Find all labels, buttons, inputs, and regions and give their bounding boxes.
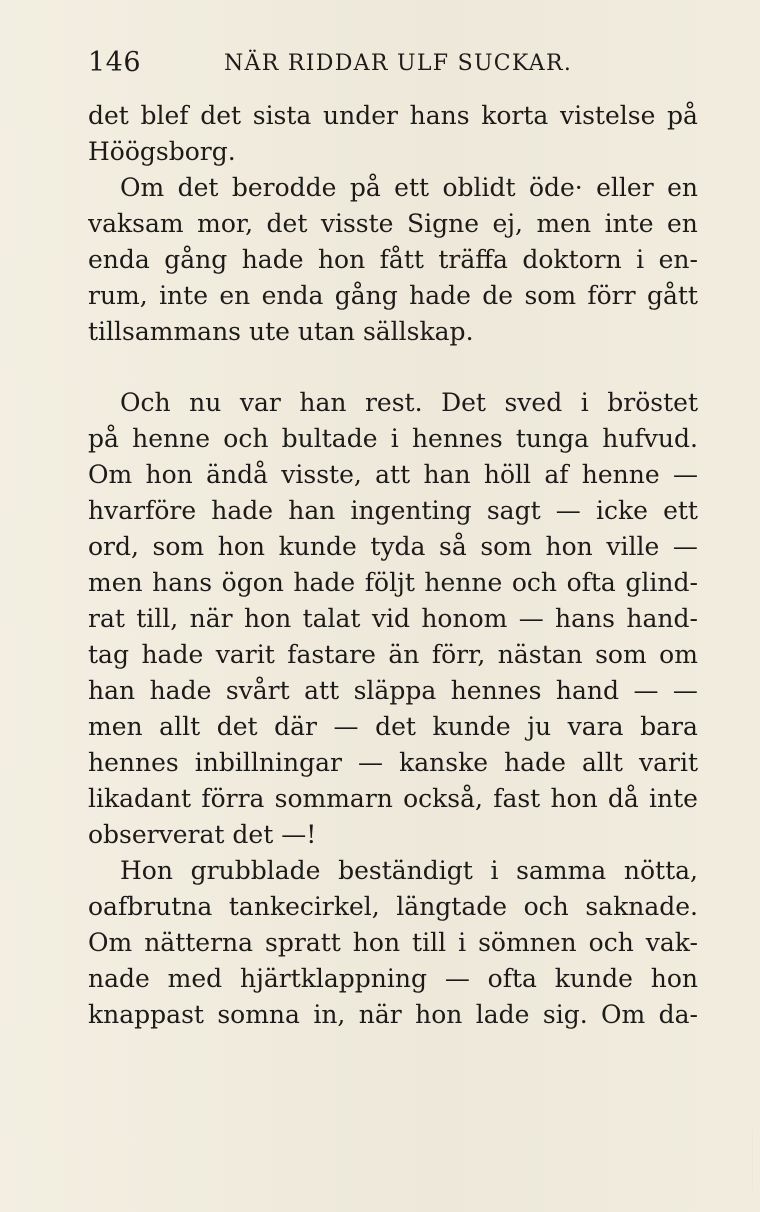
word: en — [667, 209, 698, 238]
word: det — [375, 712, 416, 741]
word: allt — [159, 712, 201, 741]
word: — — [518, 604, 544, 633]
word: hufvud. — [602, 424, 698, 453]
word: sved — [504, 388, 563, 417]
word: höll — [483, 460, 532, 489]
word: som — [595, 640, 647, 669]
word: korta — [481, 101, 549, 130]
text-line — [120, 385, 698, 421]
word: hade — [293, 568, 356, 597]
word: hans — [409, 101, 470, 130]
word: tyda — [370, 532, 426, 561]
word: inte — [159, 281, 209, 310]
word: oblidt — [442, 173, 516, 202]
word: en — [219, 281, 251, 310]
word: till — [412, 928, 447, 957]
word: ett — [394, 173, 430, 202]
word: på — [667, 101, 698, 130]
word: doktorn — [522, 245, 622, 274]
word: in, — [313, 1000, 346, 1029]
word: inbillningar — [194, 748, 342, 777]
word: nästan — [497, 640, 583, 669]
word: lade — [475, 1000, 530, 1029]
word: tunga — [515, 424, 590, 453]
text-line — [88, 206, 698, 242]
word: i — [636, 245, 645, 274]
word: förr, — [431, 640, 486, 669]
word: en- — [658, 245, 698, 274]
word: förra — [201, 784, 265, 813]
word: hon — [415, 1000, 463, 1029]
word: allt — [581, 748, 623, 777]
word: enda — [261, 281, 324, 310]
word: i — [390, 424, 399, 453]
word: kanske — [399, 748, 489, 777]
word: där — [274, 712, 317, 741]
word: hon — [217, 532, 265, 561]
running-header — [88, 46, 608, 80]
word: han — [88, 676, 136, 705]
word: en — [667, 173, 698, 202]
word: ögon — [221, 568, 284, 597]
word: rat — [88, 604, 125, 633]
word: han — [299, 388, 347, 417]
word: rum, — [88, 281, 148, 310]
word: när — [358, 1000, 402, 1029]
word: hon — [545, 532, 593, 561]
word: på — [349, 173, 381, 202]
text-line — [88, 673, 698, 709]
word: gång — [334, 281, 398, 310]
word: blef — [140, 101, 189, 130]
word: nätterna — [144, 928, 254, 957]
word: när — [189, 604, 233, 633]
word: och — [223, 424, 269, 453]
word: ett — [663, 496, 698, 525]
word: i — [490, 856, 499, 885]
word: men — [536, 209, 592, 238]
word: hon — [243, 604, 292, 633]
word: rest. — [364, 388, 423, 417]
word: — — [672, 460, 698, 489]
word: mor, — [197, 209, 254, 238]
word: följt — [364, 568, 415, 597]
word: vistelse — [559, 101, 656, 130]
word: knappast — [88, 1000, 204, 1029]
word: men — [88, 712, 143, 741]
word: också, — [403, 784, 483, 813]
word: de — [482, 281, 514, 310]
word: somna — [217, 1000, 300, 1029]
text-line — [88, 601, 698, 637]
word: Det — [441, 388, 486, 417]
text-line — [88, 781, 698, 817]
word: enda — [88, 245, 150, 274]
word: hon — [650, 964, 698, 993]
word: Signe — [406, 209, 479, 238]
word: hans — [152, 568, 213, 597]
word: då — [607, 784, 639, 813]
word: sommarn — [274, 784, 393, 813]
word: bultade — [281, 424, 378, 453]
word: kunde — [278, 532, 357, 561]
word: — — [672, 676, 698, 705]
text-line — [88, 637, 698, 673]
word: varit — [638, 748, 698, 777]
text-line: Höögsborg. — [88, 137, 236, 166]
word: vid — [371, 604, 410, 633]
word: träffa — [438, 245, 508, 274]
word: som — [152, 532, 205, 561]
text-line — [88, 457, 698, 493]
word: kunde — [432, 712, 511, 741]
word: varit — [215, 640, 275, 669]
word: — — [672, 532, 698, 561]
word: ofta — [566, 568, 616, 597]
word: oafbrutna — [88, 892, 213, 921]
word: hennes — [450, 676, 542, 705]
word: visste — [320, 209, 394, 238]
word: det — [88, 101, 129, 130]
word: hade — [241, 245, 304, 274]
word: så — [439, 532, 467, 561]
word: bröstet — [607, 388, 698, 417]
word: hade — [149, 676, 212, 705]
word: ju — [527, 712, 552, 741]
word: längtade — [396, 892, 508, 921]
text-line — [120, 170, 698, 206]
word: hon — [550, 784, 598, 813]
word: spratt — [265, 928, 341, 957]
word: vaksam — [88, 209, 184, 238]
word: sömnen — [478, 928, 577, 957]
word: — — [358, 748, 384, 777]
word: Om — [601, 1000, 646, 1029]
word: med — [167, 964, 223, 993]
word: i — [580, 388, 589, 417]
word: ändå — [206, 460, 268, 489]
word: hand- — [626, 604, 698, 633]
word: ofta — [487, 964, 537, 993]
text-line — [120, 853, 698, 889]
word: inte — [604, 209, 654, 238]
text-line — [88, 925, 698, 961]
word: berodde — [231, 173, 337, 202]
word: och — [588, 928, 634, 957]
word: fått — [379, 245, 424, 274]
word: — — [555, 496, 581, 525]
word: Om — [120, 173, 165, 202]
word: han — [288, 496, 336, 525]
word: gått — [646, 281, 698, 310]
word: gång — [164, 245, 228, 274]
word: han — [423, 460, 471, 489]
word: till, — [136, 604, 179, 633]
text-line — [88, 421, 698, 457]
word: samma — [516, 856, 607, 885]
word: ord, — [88, 532, 139, 561]
word: det — [200, 101, 242, 130]
word: tag — [88, 640, 129, 669]
word: Om — [88, 928, 133, 957]
word: hade — [211, 496, 274, 525]
word: vara — [567, 712, 624, 741]
text-line — [88, 961, 698, 997]
text-line — [88, 997, 698, 1033]
word: men — [88, 568, 143, 597]
word: — — [444, 964, 470, 993]
word: eller — [596, 173, 654, 202]
text-line — [88, 278, 698, 314]
text-line: observerat det —! — [88, 820, 317, 849]
text-line — [88, 98, 698, 134]
word: hon — [317, 245, 366, 274]
word: henne — [132, 424, 211, 453]
word: nade — [88, 964, 150, 993]
word: grubblade — [190, 856, 321, 885]
word: sista — [252, 101, 312, 130]
word: hjärtklappning — [239, 964, 427, 993]
word: och — [523, 892, 569, 921]
word: hand — [555, 676, 620, 705]
word: nu — [189, 388, 222, 417]
word: det — [216, 712, 258, 741]
word: under — [323, 101, 398, 130]
text-line — [88, 565, 698, 601]
word: hans — [555, 604, 615, 633]
word: än — [388, 640, 420, 669]
text-line — [88, 709, 698, 745]
word: öde· — [528, 173, 583, 202]
word: var — [239, 388, 281, 417]
word: af — [544, 460, 569, 489]
text-line — [88, 242, 698, 278]
word: bara — [640, 712, 698, 741]
word: hennes — [88, 748, 179, 777]
word: beständigt — [338, 856, 473, 885]
word: att — [375, 460, 411, 489]
text-line — [88, 529, 698, 565]
word: henne — [581, 460, 660, 489]
word: ville — [606, 532, 660, 561]
text-line — [88, 889, 698, 925]
word: och — [511, 568, 558, 597]
word: hon — [352, 928, 401, 957]
word: visste, — [281, 460, 362, 489]
word: hvarföre — [88, 496, 197, 525]
word: vak- — [645, 928, 698, 957]
text-line — [88, 745, 698, 781]
word: att — [304, 676, 340, 705]
word: släppa — [353, 676, 437, 705]
word: hon — [145, 460, 193, 489]
word: förr — [587, 281, 636, 310]
word: Om — [88, 460, 133, 489]
word: på — [88, 424, 119, 453]
text-line: tillsammans ute utan sällskap. — [88, 317, 474, 346]
word: kunde — [554, 964, 633, 993]
word: hade — [141, 640, 204, 669]
word: som — [524, 281, 577, 310]
word: nötta, — [623, 856, 698, 885]
word: saknade. — [585, 892, 698, 921]
word: da- — [658, 1000, 698, 1029]
word: — — [633, 676, 659, 705]
word: likadant — [88, 784, 192, 813]
page-edge-shadow — [742, 1130, 753, 1190]
text-line — [88, 493, 698, 529]
word: Och — [120, 388, 171, 417]
word: tankecirkel, — [228, 892, 380, 921]
word: inte — [649, 784, 698, 813]
word: om — [659, 640, 698, 669]
word: glind- — [625, 568, 698, 597]
word: som — [480, 532, 532, 561]
word: honom — [421, 604, 508, 633]
word: ej, — [492, 209, 523, 238]
word: hade — [409, 281, 471, 310]
word: sagt — [486, 496, 541, 525]
word: det — [177, 173, 219, 202]
word: hennes — [411, 424, 503, 453]
word: i — [458, 928, 467, 957]
running-title: NÄR RIDDAR ULF SUCKAR. — [224, 51, 573, 76]
page-number: 146 — [88, 47, 142, 78]
word: Hon — [120, 856, 173, 885]
word: icke — [595, 496, 648, 525]
word: fast — [493, 784, 541, 813]
word: talat — [302, 604, 361, 633]
word: henne — [424, 568, 503, 597]
word: sig. — [542, 1000, 588, 1029]
word: ingenting — [350, 496, 472, 525]
word: svårt — [225, 676, 290, 705]
word: fastare — [287, 640, 376, 669]
word: hade — [504, 748, 566, 777]
word: det — [266, 209, 308, 238]
word: — — [333, 712, 359, 741]
